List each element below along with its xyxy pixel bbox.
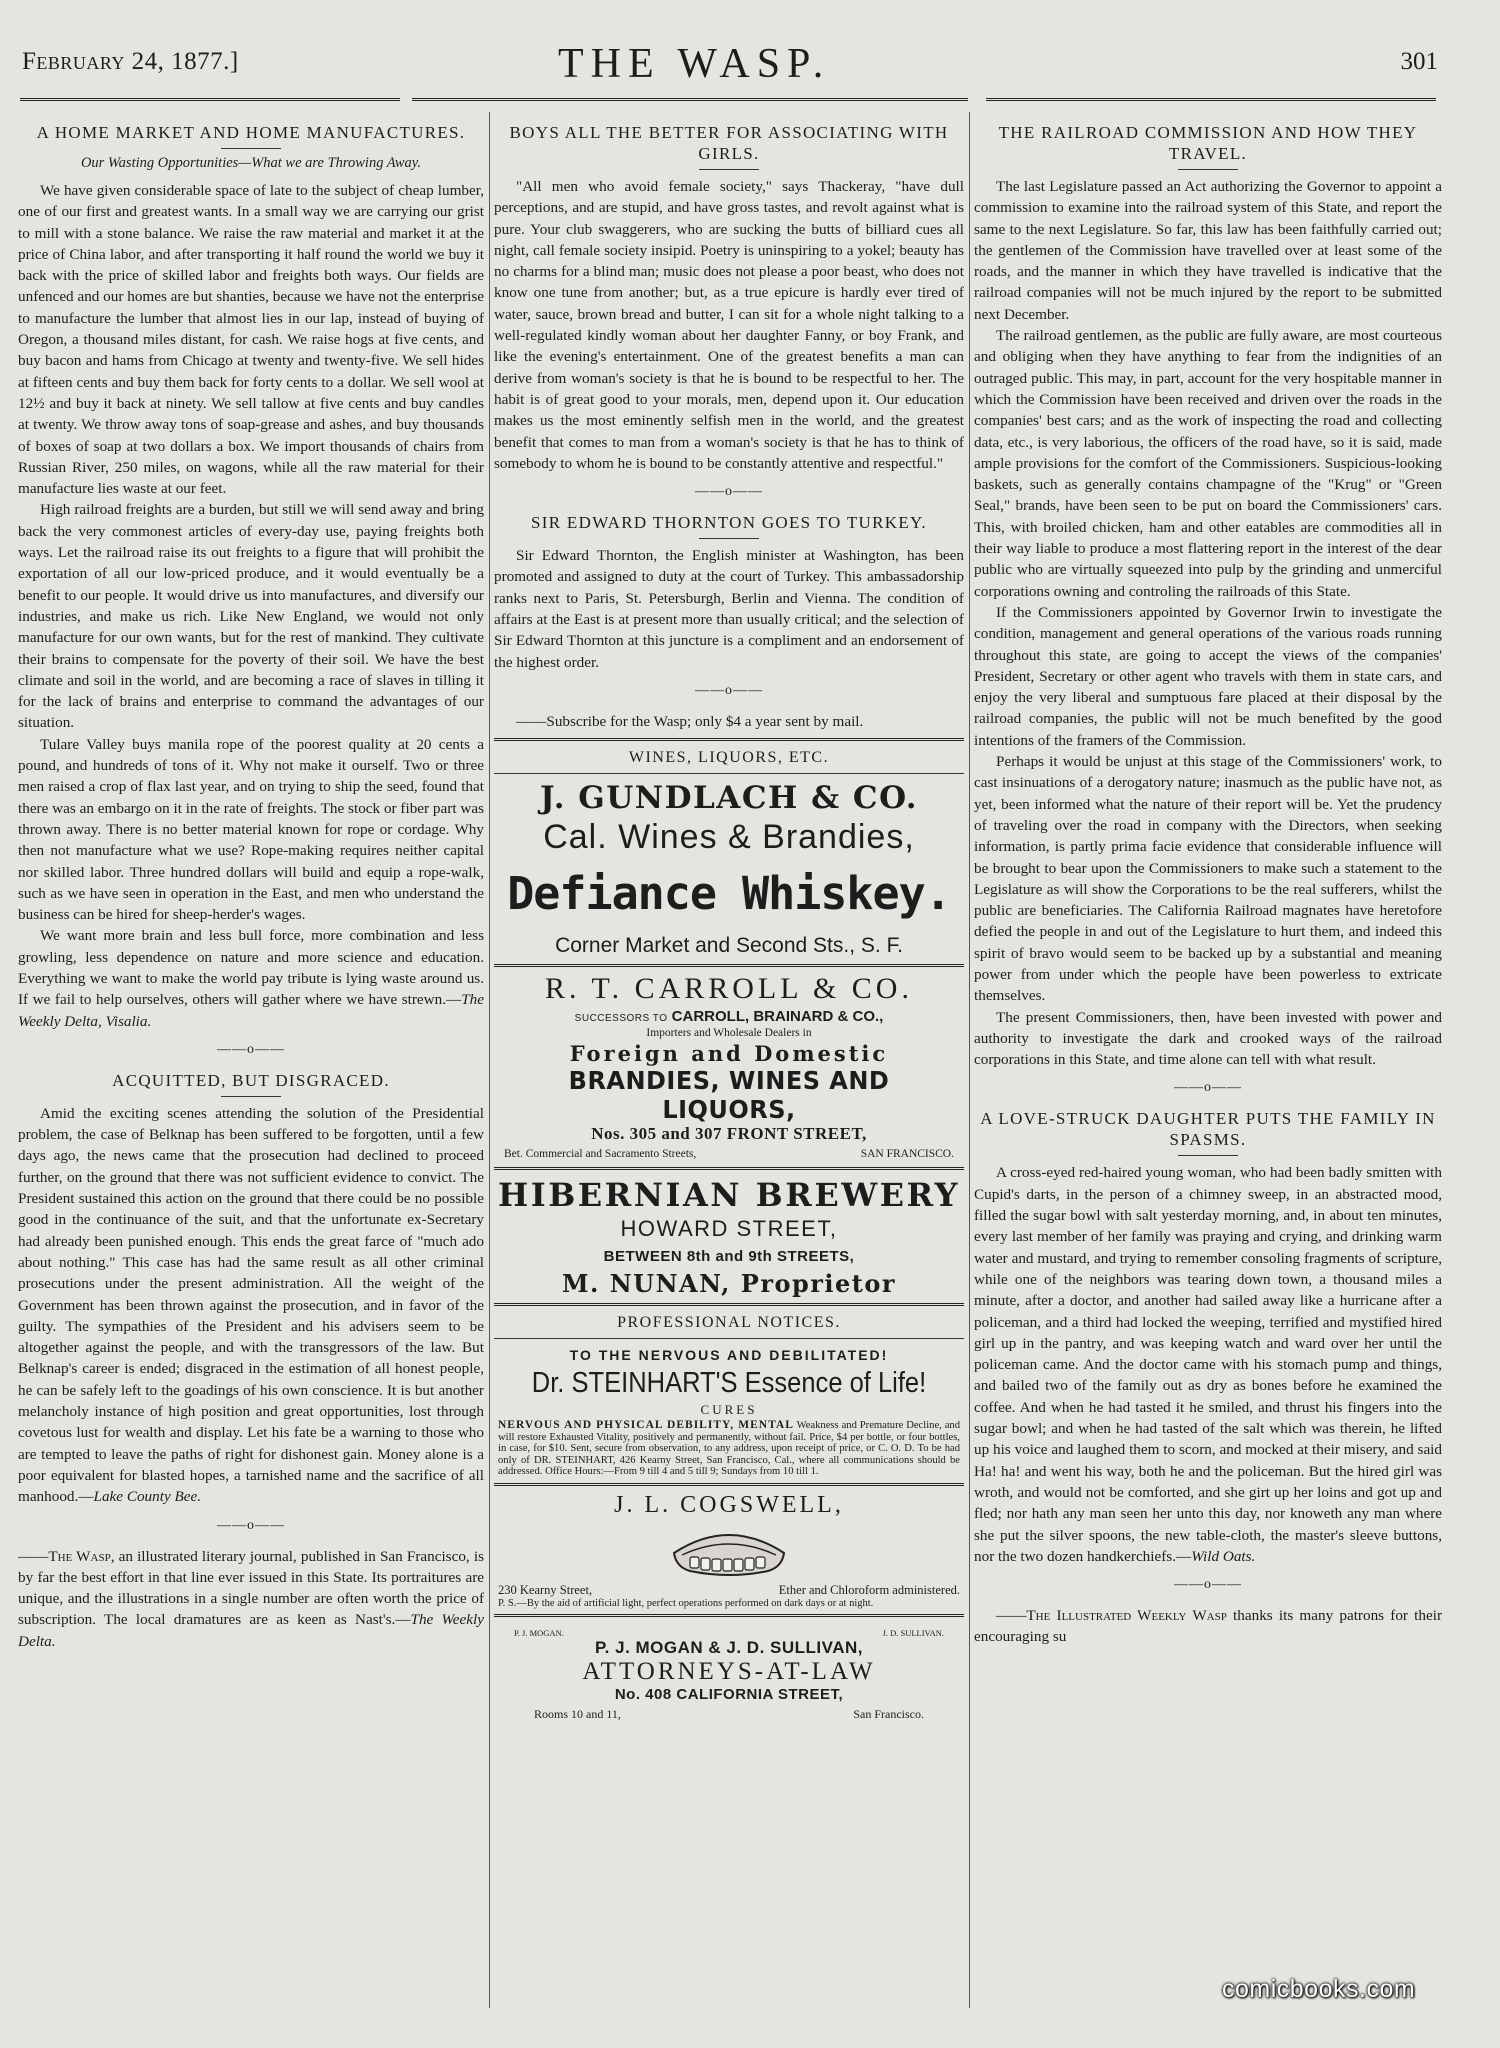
press-notice: ——The Illustrated Weekly Wasp thanks its many patrons for their encouraging su <box>974 1607 1442 1646</box>
divider <box>494 773 964 774</box>
newspaper-title: THE WASP. <box>558 41 831 87</box>
column-2 <box>494 118 964 2018</box>
ad-cogswell-address: 230 Kearny Street, Ether and Chloroform administered. <box>498 1582 960 1597</box>
ad-attorney-names: P. J. MOGAN. J. D. SULLIVAN. <box>514 1627 944 1638</box>
ad-cal-wines: Cal. Wines & Brandies, <box>543 818 915 857</box>
divider <box>494 1167 964 1170</box>
article-paragraph: The last Legislature passed an Act authorizing the Governor to appoint a commission to examine into the railroad system of this State, and report the same to the next Legislature. So far, this law has been faithfully carried out; the gentlemen of the Commission have travelled over at least some of the roads, and the manner in which they have travelled is indicative that the railroad companies will not be much injured by the report to be submitted next December. <box>974 178 1442 323</box>
ad-attorneys: ATTORNEYS-AT-LAW <box>582 1657 876 1685</box>
ad-rooms: Rooms 10 and 11, San Francisco. <box>534 1706 924 1721</box>
subscribe-notice: ——Subscribe for the Wasp; only $4 a year sent by mail. <box>516 712 864 730</box>
column-divider <box>489 112 490 2008</box>
column-3 <box>974 118 1442 2018</box>
ad-cogswell: J. L. COGSWELL, <box>614 1491 844 1518</box>
article-paragraph: Perhaps it would be unjust at this stage of the Commissioners' work, to cast insinuations of a derogatory nature; inasmuch as the public have not, as yet, been informed what the nature of their report will be. Yet the prudency of traveling over the road in company with the Directors, when seeking information, is partly prima facie evidence that considerable influence will be brought to bear upon the Commissioners to make such a statement to the Legislature as will show the Corporations to be the real sufferers, whilst the public are beneficiaries. The California Railroad magnates have heretofore defied the people in and out of the Legislature to hurt them, and indeed this spirit of bravo would seem to be backed up by a substantial and meaning power from under which the people have been powerless to extricate themselves. <box>974 753 1442 1005</box>
ad-california-street: No. 408 CALIFORNIA STREET, <box>614 1685 844 1703</box>
article-source: Wild Oats. <box>1191 1547 1256 1565</box>
ad-front-street: Nos. 305 and 307 FRONT STREET, <box>591 1124 867 1144</box>
article-headline: A HOME MARKET AND HOME MANUFACTURES. <box>18 122 484 149</box>
section-separator: ——o—— <box>1174 1080 1242 1096</box>
dentures-icon <box>664 1523 794 1579</box>
divider <box>494 1614 964 1617</box>
divider <box>494 1483 964 1486</box>
ad-hibernian-brewery: HIBERNIAN BREWERY <box>498 1176 960 1215</box>
ad-carroll: R. T. CARROLL & CO. <box>545 972 913 1006</box>
column-1 <box>18 118 484 2018</box>
article-headline: THE RAILROAD COMMISSION AND HOW THEY TRAVEL. <box>974 122 1442 170</box>
ad-defiance-whiskey: Defiance Whiskey. <box>507 867 951 921</box>
page-number: 301 <box>1400 48 1438 75</box>
article-paragraph: A cross-eyed red-haired young woman, who had been badly smitten with Cupid's darts, in the person of a chimney sweep, in an abstracted mood, filled the sugar bowl with salt yesterday morning, and, in about ten minutes, every last member of her family was praying and crying, and drinking warm water and mustard, and trying to remember consoling fragments of scripture, while one of the neighbors was tearing down town, a thousand miles a minute, after a doctor, and another had sailed away like a hurricane after a policeman, and a third had locked the weeping, terrified and mystified hired girl up in the pantry, and was keeping watch and ward over her until the policeman came. And the doctor came with his stomach pump and things, and bailed two of the family out as dry as bones before he examined the coffee. And when he had tasted it he smiled, and thrust his fingers into the sugar bowl; and when he had tasted of the salt which was therein, he lifted up his voice and laughed them to scorn, and mocked at their misery, and said Ha! ha! and went his way, both he and the policeman. But the hired girl was wroth, and would not be comforted, and she girt up her loins and got up and fled; nor hath any man seen her unto this day, nor knoweth any man where she put the silver spoons, the new table-cloth, the master's sleeve buttons, nor the two dozen handkerchiefs.—Wild Oats. <box>974 1164 1442 1565</box>
article-paragraph: "All men who avoid female society," says Thackeray, "have dull perceptions, and are stupid, and have gross tastes, and revolt against what is pure. Your club swaggerers, who are sucking the butts of billiard cues all night, call female society insipid. Poetry is uninspiring to a yokel; beauty has no charms for a blind man; music does not please a poor beast, who does not know one tune from another; but, as a true epicure is hardly ever tired of water, sauce, brown bread and butter, I can sit for a whole night talking to a well-regulated kindly woman about her daughter Fanny, or boy Frank, and like the evening's entertainment. One of the greatest benefits a man can derive from woman's society is that he is bound to be respectful to her. The habit is of great good to your morals, men, depend upon it. Our education makes us the most eminently selfish men in the world, and the greatest benefit that comes to man from a woman's society is that he has to think of somebody to whom he is bound to be constantly attentive and respectful." <box>494 178 964 472</box>
press-notice: ——The Wasp, an illustrated literary journal, published in San Francisco, is by far the best effort in that line ever issued in this State. Its portraitures are unique, and the illustrations in a single number are often worth the price of subscription. The local dramatures are as keen as Nast's.—The Weekly Delta. <box>18 1547 484 1650</box>
header-rule <box>412 98 968 101</box>
section-separator: ——o—— <box>1174 1577 1242 1593</box>
ad-between-streets: BETWEEN 8th and 9th STREETS, <box>603 1248 855 1266</box>
divider <box>494 1338 964 1339</box>
ad-importers: Importers and Wholesale Dealers in <box>646 1027 812 1040</box>
article-paragraph: The present Commissioners, then, have been invested with power and authority to investigate the dark and crooked ways of the railroad corporations in this State, and time alone can tell with what result. <box>974 1008 1442 1069</box>
ad-howard-street: HOWARD STREET, <box>620 1216 838 1242</box>
section-separator: ——o—— <box>695 484 763 500</box>
ad-brandies-wines: BRANDIES, WINES AND LIQUORS, <box>568 1066 890 1125</box>
ad-nunan-proprietor: M. NUNAN, Proprietor <box>561 1269 897 1299</box>
masthead <box>18 40 1438 90</box>
ad-nervous-heading: TO THE NERVOUS AND DEBILITATED! <box>569 1347 889 1364</box>
column-divider <box>969 112 970 2008</box>
article-source: The Weekly Delta. <box>18 1611 484 1650</box>
ad-mogan-sullivan: P. J. MOGAN & J. D. SULLIVAN, <box>595 1637 863 1657</box>
section-separator: ——o—— <box>217 1517 285 1533</box>
advertisements <box>494 738 964 1722</box>
divider <box>494 1303 964 1306</box>
article-headline: BOYS ALL THE BETTER FOR ASSOCIATING WITH GIRLS. <box>494 122 964 170</box>
ad-steinhart: Dr. STEINHART'S Essence of Life! <box>531 1367 927 1400</box>
ad-successors: SUCCESSORS TO CARROLL, BRAINARD & CO., <box>574 1008 884 1026</box>
ad-cogswell-ps: P. S.—By the aid of artificial light, perfect operations performed on dark days or at night. <box>498 1597 874 1609</box>
article-paragraph: The railroad gentlemen, as the public are fully aware, are most courteous and obliging when they have anything to fear from the indignities of an outraged public. This may, in part, account for the very hospitable manner in which the Commission have been received and driven over the roads in the companies' best cars; and as the work of inspecting the road and collecting data, etc., is very laborious, the officers of the road have, so it is said, made ample provisions for the comfort of the Commissioners. Suspicious-looking baskets, such as generally contains champagne of the "Krug" or "Green Seal," brands, have been seen to be put on board the Commissioners' cars. This, with broiled chicken, ham and other eatables are commodities all in their way liable to produce a most flattering report in the interest of the dear public who are virtually squeezed into pulp by the grinding and unmerciful corporations owning and controling the railroads of this State. <box>974 327 1442 600</box>
article-paragraph: We want more brain and less bull force, more combination and less growling, less dependence on nature and more science and education. Everything we want to make the world pay tribute is lying waste around us. If we fail to help ourselves, others will gather where we have strewn.—The Weekly Delta, Visalia. <box>18 927 484 1030</box>
ad-foreign-domestic: Foreign and Domestic <box>569 1041 889 1067</box>
ad-address: Corner Market and Second Sts., S. F. <box>555 934 903 958</box>
issue-date: February 24, 1877.] <box>22 48 239 75</box>
article-paragraph: Sir Edward Thornton, the English minister at Washington, has been promoted and assigned to duty at the court of Turkey. This ambassadorship ranks next to Paris, St. Petersburgh, Berlin and Vienna. The condition of affairs at the East is at present more than usually critical; and the selection of Sir Edward Thornton at this juncture is a compliment and an endorsement of the highest order. <box>494 547 964 671</box>
ad-section-heading: PROFESSIONAL NOTICES. <box>617 1314 841 1332</box>
article-headline: ACQUITTED, BUT DISGRACED. <box>18 1070 484 1097</box>
article-paragraph: We have given considerable space of late to the subject of cheap lumber, one of our first and greatest wants. In a small way we are carrying our grist to mill with a stone balance. We raise the raw material and market it at the price of China labor, and after transporting it half round the world we buy it back with the price of skilled labor and freights both ways. Our fields are unfenced and our homes are but shanties, because we have not the enterprise to manufacture the lumber that almost lies in our lap, instead of buying of Oregon, a thousand miles distant, for cash. We raise hogs at five cents, and buy bacon and hams from Chicago at twenty and twenty-five. We sell hides at fifteen cents and buy them back for forty cents to a dollar. We sell wool at 12½ and buy it back at ninety. We sell tallow at five cents and buy candles at twenty. We throw away tons of soap-grease and ashes, and buy thousands of boxes of soap at two dollars a box. We import thousands of chairs from Russian River, 250 miles, on wagons, while all the raw material for their manufacture lies waste at our feet. <box>18 182 484 498</box>
article-paragraph: Tulare Valley buys manila rope of the poorest quality at 20 cents a pound, and hundreds of tons of it. Why not make it ourself. Two or three men raised a crop of flax last year, and on trying to ship the seed, found that there was an embargo on it in the rate of freights. The stock or fiber part was thrown away. There is no better material known for rope or cordage. Why then not manufacture what we use? Rope-making requires neither capital nor skilled labor. Three hundred dollars will build and equip a rope-walk, such as we have seen in operation in the East, and men who understand the business can be hired for sheep-herder's wages. <box>18 735 484 924</box>
section-separator: ——o—— <box>695 682 763 698</box>
ad-cures: CURES <box>700 1402 758 1418</box>
divider <box>494 964 964 967</box>
article-source: Lake County Bee. <box>93 1488 202 1506</box>
header-rule <box>986 98 1436 101</box>
article-headline: SIR EDWARD THORNTON GOES TO TURKEY. <box>494 512 964 539</box>
article-paragraph: If the Commissioners appointed by Governor Irwin to investigate the condition, management and general operations of the various roads running throughout this state, are going to accept the views of the companies' President, Secretary or other agent who travels with them in state cars, and enjoy the very liberal and sumptuous fare placed at their disposal by the railroad companies, the public will not be much benefited by the good intentions of the framers of the Commission. <box>974 603 1442 749</box>
ad-address-line: Bet. Commercial and Sacramento Streets, SAN FRANCISCO. <box>504 1148 954 1161</box>
article-paragraph: Amid the exciting scenes attending the solution of the Presidential problem, the case of Belknap has been suffered to be forgotten, until a few days ago, the news came that the prosecution had declined to proceed further, on the ground that there was not sufficient evidence to convict. The President sustained this action on the ground that there could be no possible good in the continuance of the suit, and that the unfortunate ex-Secretary had already been punished enough. This ends the great farce of "much ado about nothing." This case has had the same result as all other criminal prosecutions under the present administration. All the weight of the Government has been thrown against the prosecution, and in favor of the guilty. The sympathies of the President and his advisers seem to be altogether against the people, and with the transgressors of the law. But Belknap's career is ended; disgraced in the estimation of all honest people, he can be safely left to the goadings of his own conscience. It is but another melancholy instance of high position and great opportunities, lost through covetous lust for wealth and display. Let his fate be a warning to those who are tempted to leave the paths of right for dishonest gain. Money alone is a poor equivalent for blasted hopes, a tarnished name and the sacrifice of all manhood.—Lake County Bee. <box>18 1104 484 1506</box>
header-rule <box>20 98 400 101</box>
article-paragraph: High railroad freights are a burden, but still we will send away and bring back the very commonest articles of every-day use, paying freights both ways. Let the railroad raise its out freights to a figure that will prohibit the exportation of all our low-priced produce, and it would eventually be a benefit to our people. It would drive us into manufactures, and diversify our industries, and make us rich. Like New England, we would not only manufacture for our own wants, but for the rest of mankind. They cultivate their brains to compensate for the poverty of their soil. We have the best climate and soil in the world, and are becoming a race of slaves in tilling it for the lack of brains and enterprise to command the advantages of our situation. <box>18 501 484 732</box>
section-separator: ——o—— <box>217 1041 285 1057</box>
article-subheadline: Our Wasting Opportunities—What we are Throwing Away. <box>80 155 422 171</box>
article-source: The Weekly Delta, Visalia. <box>18 991 484 1030</box>
ad-steinhart-details: NERVOUS AND PHYSICAL DEBILITY, MENTAL Weakness and Premature Decline, and will restore Exhausted Vitality, positively and permanently, without fail. Price, $4 per bottle, or four bottles, in case, for $10. Sent, secure from observation, to any address, upon receipt of price, or C. O. D. To be had only of DR. STEINHART, 426 Kearny Street, San Francisco, Cal., where all communications should be addressed. Office Hours:—From 9 till 4 and 5 till 9; Sundays from 10 till 1. <box>498 1419 960 1478</box>
article-headline: A LOVE-STRUCK DAUGHTER PUTS THE FAMILY IN SPASMS. <box>974 1108 1442 1156</box>
watermark-logo: comicbooks.com <box>1222 1975 1416 2003</box>
ad-gundlach: J. GUNDLACH & CO. <box>539 780 919 817</box>
ad-section-heading: WINES, LIQUORS, ETC. <box>628 749 830 767</box>
